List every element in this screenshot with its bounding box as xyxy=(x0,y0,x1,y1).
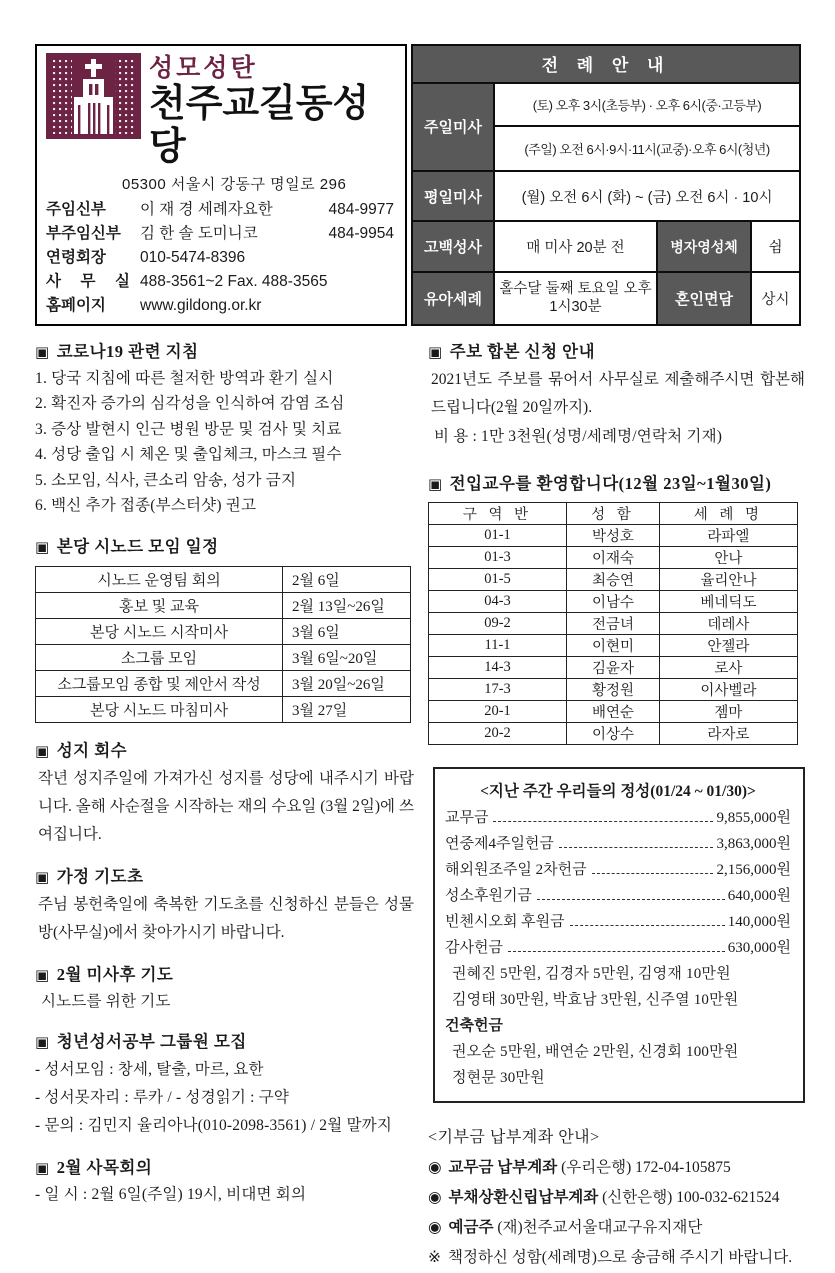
zone-cell: 20-2 xyxy=(428,722,566,744)
offerings-box xyxy=(433,767,805,1103)
section-bullet-icon: ▣ xyxy=(35,869,50,886)
zone-cell: 01-3 xyxy=(428,546,566,568)
section-body: - 일 시 : 2월 6일(주일) 19시, 비대면 회의 xyxy=(35,1186,307,1204)
dash-leader xyxy=(493,821,713,822)
section-title xyxy=(35,962,414,989)
offering-amount: 140,000원 xyxy=(727,913,791,930)
section-bullet-icon: ▣ xyxy=(35,743,50,760)
list-item: 1. 당국 지침에 따른 철저한 방역과 환기 실시 xyxy=(35,369,334,387)
name-cell: 이남수 xyxy=(567,590,660,612)
offering-line xyxy=(445,909,791,935)
contact-row-pastor xyxy=(46,198,396,222)
dash-leader xyxy=(559,847,714,848)
name-cell: 전금녀 xyxy=(567,612,660,634)
brand-text xyxy=(149,53,396,170)
section-donation-accounts xyxy=(428,1123,805,1273)
offerings-title: <지난 주간 우리들의 정성(01/24 ~ 01/30)> xyxy=(480,782,756,800)
table-row xyxy=(428,678,797,700)
offering-label: 연중제4주일헌금 xyxy=(444,835,554,852)
section-title xyxy=(428,339,805,366)
offering-label: 감사헌금 xyxy=(444,939,503,956)
church-logo-icon xyxy=(46,53,141,139)
zone-cell: 11-1 xyxy=(428,634,566,656)
table-row xyxy=(428,590,797,612)
section-bullet-icon: ▣ xyxy=(35,1035,50,1052)
table-row xyxy=(412,171,800,221)
list-item: 3. 증상 발현시 인근 병원 방문 및 검사 및 치료 xyxy=(35,420,342,438)
contact-label: 주임신부 xyxy=(46,200,106,218)
section-body: 시노드를 위한 기도 xyxy=(41,992,171,1010)
accounts-title: <기부금 납부계좌 안내> xyxy=(427,1128,600,1146)
contact-phone: 484-9977 xyxy=(328,200,394,218)
section-title-text: 주보 합본 신청 안내 xyxy=(449,341,596,361)
contact-row-homepage xyxy=(46,294,396,318)
contact-label: 사 무 실 xyxy=(46,272,130,290)
infant-baptism-label: 유아세례 xyxy=(412,272,494,325)
dash-leader xyxy=(570,925,725,926)
section-bible-study-recruit xyxy=(35,1029,414,1140)
zone-cell: 04-3 xyxy=(428,590,566,612)
account-name: 교무금 납부계좌 xyxy=(448,1158,558,1176)
section-home-candles xyxy=(35,864,414,947)
section-title xyxy=(35,738,414,765)
table-row xyxy=(428,524,797,546)
account-number: (신한은행) 100-032-621524 xyxy=(602,1188,780,1206)
synod-event: 소그룹모임 종합 및 제안서 작성 xyxy=(36,670,283,696)
thanks-donor-line: 권혜진 5만원, 김경자 5만원, 김영재 10만원 xyxy=(451,965,731,982)
contact-row-assistant-pastor xyxy=(46,222,396,246)
section-bulletin-binding xyxy=(428,339,805,451)
table-row xyxy=(428,722,797,744)
section-title xyxy=(35,534,414,561)
homepage-url: www.gildong.or.kr xyxy=(140,296,262,314)
section-synod-schedule xyxy=(35,534,414,723)
liturgy-table-title: 전 례 안 내 xyxy=(412,45,800,83)
sunday-mass-label: 주일미사 xyxy=(412,83,494,171)
name-cell: 이재숙 xyxy=(567,546,660,568)
section-palm-return xyxy=(35,738,414,849)
section-bullet-icon: ▣ xyxy=(427,344,443,361)
marriage-interview-label: 혼인면담 xyxy=(657,272,751,325)
section-newcomers xyxy=(428,471,805,745)
baptismal-cell: 젬마 xyxy=(659,700,797,722)
synod-date: 3월 6일 xyxy=(283,618,411,644)
section-post-mass-prayer xyxy=(35,962,414,1015)
section-covid-guidelines xyxy=(35,339,414,519)
section-bullet-icon: ▣ xyxy=(35,1161,50,1178)
table-row xyxy=(36,592,411,618)
name-cell: 최승연 xyxy=(567,568,660,590)
zone-cell: 01-1 xyxy=(428,524,566,546)
synod-event: 시노드 운영팀 회의 xyxy=(36,566,283,592)
section-title-text: 2월 미사후 기도 xyxy=(56,964,174,984)
account-line xyxy=(428,1183,805,1213)
section-title xyxy=(35,1029,414,1056)
offering-amount: 2,156,000원 xyxy=(716,861,791,878)
contact-label: 홈페이지 xyxy=(46,296,106,314)
contact-phone: 484-9954 xyxy=(328,224,394,242)
column-header-baptismal: 세 례 명 xyxy=(659,502,797,524)
baptismal-cell: 율리안나 xyxy=(659,568,797,590)
sick-communion-label: 병자영성체 xyxy=(657,221,751,271)
accounts-note-text: 책정하신 성함(세례명)으로 송금해 주시기 바랍니다. xyxy=(447,1248,793,1266)
column-header-zone: 구 역 반 xyxy=(428,502,566,524)
fisheye-bullet-icon: ◉ xyxy=(427,1218,442,1236)
fisheye-bullet-icon: ◉ xyxy=(427,1188,442,1206)
list-item: - 문의 : 김민지 율리아나(010-2098-3561) / 2월 말까지 xyxy=(35,1117,392,1135)
zone-cell: 20-1 xyxy=(428,700,566,722)
confession-label: 고백성사 xyxy=(412,221,494,271)
contact-value: 이 재 경 세례자요한 xyxy=(140,200,273,218)
sick-communion-value: 쉼 xyxy=(751,221,800,271)
baptismal-cell: 베네딕도 xyxy=(659,590,797,612)
name-cell: 이현미 xyxy=(567,634,660,656)
offering-amount: 3,863,000원 xyxy=(716,835,791,852)
table-row xyxy=(36,696,411,722)
offering-label: 빈첸시오회 후원금 xyxy=(444,913,565,930)
table-row xyxy=(412,83,800,126)
list-item: - 성서모임 : 창세, 탈출, 마르, 요한 xyxy=(35,1061,264,1079)
building-donor-line: 정현문 30만원 xyxy=(451,1069,545,1086)
account-number: (재)천주교서울대교구유지재단 xyxy=(497,1218,703,1236)
contact-row-funeral-chair xyxy=(46,246,396,270)
account-name: 부채상환신립납부계좌 xyxy=(448,1188,599,1206)
accounts-note xyxy=(428,1243,805,1273)
saturday-mass-times: (토) 오후 3시(초등부) · 오후 6시(중·고등부) xyxy=(494,83,800,126)
zone-cell: 17-3 xyxy=(428,678,566,700)
newcomers-table xyxy=(428,502,798,745)
zone-cell: 14-3 xyxy=(428,656,566,678)
contact-rows xyxy=(46,198,396,318)
synod-date: 2월 13일~26일 xyxy=(283,592,411,618)
offering-line xyxy=(445,857,791,883)
section-title-text: 코로나19 관련 지침 xyxy=(56,341,199,361)
infant-baptism-value: 홀수달 둘째 토요일 오후 1시30분 xyxy=(494,272,657,325)
baptismal-cell: 안젤라 xyxy=(659,634,797,656)
section-pastoral-council xyxy=(35,1155,414,1208)
synod-event: 소그룹 모임 xyxy=(36,644,283,670)
weekday-mass-label: 평일미사 xyxy=(412,171,494,221)
synod-event: 본당 시노드 마침미사 xyxy=(36,696,283,722)
synod-event: 홍보 및 교육 xyxy=(36,592,283,618)
baptismal-cell: 라파엘 xyxy=(659,524,797,546)
left-column xyxy=(35,339,414,1273)
sunday-mass-times: (주일) 오전 6시·9시·11시(교중)·오후 6시(청년) xyxy=(494,126,800,171)
offering-label: 해외원조주일 2차헌금 xyxy=(444,861,587,878)
zone-cell: 09-2 xyxy=(428,612,566,634)
section-body: 2021년도 주보를 묶어서 사무실로 제출해주시면 합본해드립니다(2월 20일까지). xyxy=(430,370,805,416)
table-row xyxy=(428,612,797,634)
offering-amount: 9,855,000원 xyxy=(716,809,791,826)
section-bullet-icon: ▣ xyxy=(35,539,50,556)
table-row xyxy=(412,272,800,325)
table-row xyxy=(36,566,411,592)
offering-amount: 630,000원 xyxy=(727,939,791,956)
account-line xyxy=(428,1153,805,1183)
section-body: 주님 봉헌축일에 축복한 기도초를 신청하신 분들은 성물방(사무실)에서 찾아가시기 바랍니다. xyxy=(38,895,414,941)
section-weekly-offerings xyxy=(428,767,805,1103)
section-bullet-icon: ▣ xyxy=(35,344,50,361)
section-title xyxy=(35,864,414,891)
contact-label: 연령회장 xyxy=(46,248,106,266)
section-bullet-icon: ▣ xyxy=(427,476,443,493)
contact-label: 부주임신부 xyxy=(46,224,121,242)
synod-date: 3월 6일~20일 xyxy=(283,644,411,670)
baptismal-cell: 안나 xyxy=(659,546,797,568)
name-cell: 김윤자 xyxy=(567,656,660,678)
baptismal-cell: 라자로 xyxy=(659,722,797,744)
table-row xyxy=(428,546,797,568)
synod-event: 본당 시노드 시작미사 xyxy=(36,618,283,644)
liturgy-guide-table xyxy=(411,44,801,326)
table-row xyxy=(412,221,800,271)
section-title-text: 2월 사목회의 xyxy=(56,1158,153,1178)
synod-date: 2월 6일 xyxy=(283,566,411,592)
column-header-name: 성 함 xyxy=(567,502,660,524)
contact-value: 488-3561~2 Fax. 488-3565 xyxy=(140,272,328,290)
synod-date: 3월 27일 xyxy=(283,696,411,722)
baptismal-cell: 로사 xyxy=(659,656,797,678)
name-cell: 이상수 xyxy=(567,722,660,744)
table-row xyxy=(36,670,411,696)
church-address: 05300 서울시 강동구 명일로 296 xyxy=(122,175,347,193)
section-title xyxy=(428,471,805,498)
church-motto: 성모성탄 xyxy=(149,54,258,82)
offering-line xyxy=(445,935,791,961)
table-row xyxy=(428,634,797,656)
section-title xyxy=(35,1155,414,1182)
masthead xyxy=(35,44,805,326)
list-item: 2. 확진자 증가의 심각성을 인식하여 감염 조심 xyxy=(35,395,345,413)
table-row xyxy=(428,568,797,590)
baptismal-cell: 데레사 xyxy=(659,612,797,634)
offering-line xyxy=(445,883,791,909)
building-donor-line: 권오순 5만원, 배연순 2만원, 신경회 100만원 xyxy=(451,1043,739,1060)
name-cell: 황정원 xyxy=(567,678,660,700)
account-line xyxy=(428,1213,805,1243)
zone-cell: 01-5 xyxy=(428,568,566,590)
section-title-text: 가정 기도초 xyxy=(56,866,144,886)
section-title-text: 전입교우를 환영합니다(12월 23일~1월30일) xyxy=(449,473,772,493)
table-row xyxy=(412,45,800,83)
dash-leader xyxy=(537,899,725,900)
dash-leader xyxy=(592,873,714,874)
church-info-box xyxy=(35,44,407,326)
offering-label: 교무금 xyxy=(444,809,489,826)
offering-line xyxy=(445,805,791,831)
binding-cost: 비 용 : 1만 3천원(성명/세례명/연락처 기재) xyxy=(433,427,723,445)
contact-row-office xyxy=(46,270,396,294)
church-name: 천주교길동성당 xyxy=(149,82,370,169)
section-bullet-icon: ▣ xyxy=(35,967,50,984)
contact-value: 김 한 솔 도미니코 xyxy=(140,224,258,242)
building-offering-label: 건축헌금 xyxy=(444,1017,503,1034)
table-row xyxy=(36,618,411,644)
right-column xyxy=(428,339,805,1273)
section-body: 작년 성지주일에 가져가신 성지를 성당에 내주시기 바랍니다. 올해 사순절을 시작하는 재의 수요일 (3월 2일)에 쓰여집니다. xyxy=(38,769,414,843)
table-row xyxy=(428,656,797,678)
list-item: 5. 소모임, 식사, 큰소리 암송, 성가 금지 xyxy=(35,471,297,489)
section-title-text: 성지 회수 xyxy=(56,740,128,760)
name-cell: 배연순 xyxy=(567,700,660,722)
offering-amount: 640,000원 xyxy=(727,887,791,904)
offering-line xyxy=(445,831,791,857)
contact-value: 010-5474-8396 xyxy=(140,248,246,266)
thanks-donor-line: 김영태 30만원, 박효남 3만원, 신주열 10만원 xyxy=(451,991,739,1008)
section-title-text: 본당 시노드 모임 일정 xyxy=(56,536,219,556)
fisheye-bullet-icon: ◉ xyxy=(427,1158,442,1176)
weekday-mass-times: (월) 오전 6시 (화) ~ (금) 오전 6시 · 10시 xyxy=(494,171,800,221)
baptismal-cell: 이사벨라 xyxy=(659,678,797,700)
table-row xyxy=(428,700,797,722)
dash-leader xyxy=(508,951,725,952)
section-title xyxy=(35,339,414,366)
table-header-row xyxy=(428,502,797,524)
offering-label: 성소후원기금 xyxy=(444,887,532,904)
section-title-text: 청년성서공부 그룹원 모집 xyxy=(56,1032,247,1052)
marriage-interview-value: 상시 xyxy=(751,272,800,325)
name-cell: 박성호 xyxy=(567,524,660,546)
synod-date: 3월 20일~26일 xyxy=(283,670,411,696)
brand-row xyxy=(46,53,396,170)
list-item: - 성서못자리 : 루카 / - 성경읽기 : 구약 xyxy=(35,1089,290,1107)
synod-schedule-table xyxy=(35,566,411,723)
list-item: 4. 성당 출입 시 체온 및 출입체크, 마스크 필수 xyxy=(35,446,342,464)
account-name: 예금주 xyxy=(448,1218,494,1236)
table-row xyxy=(36,644,411,670)
account-number: (우리은행) 172-04-105875 xyxy=(561,1158,731,1176)
list-item: 6. 백신 추가 접종(부스터샷) 권고 xyxy=(35,497,257,515)
reference-mark-icon: ※ xyxy=(427,1248,441,1266)
bulletin-body xyxy=(35,339,805,1273)
confession-value: 매 미사 20분 전 xyxy=(494,221,657,271)
